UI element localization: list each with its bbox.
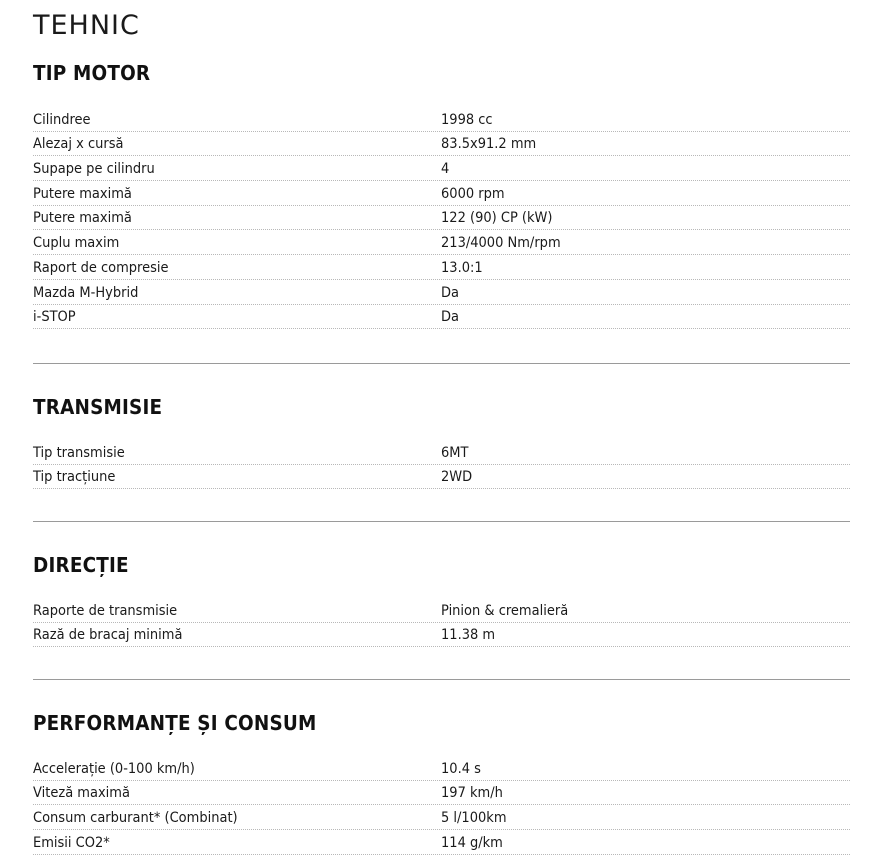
spec-label: i-STOP xyxy=(33,309,76,326)
spec-value: Da xyxy=(441,309,460,326)
spec-table-tip-motor xyxy=(33,107,850,329)
table-row xyxy=(33,305,850,330)
spec-value: Pinion & cremalieră xyxy=(441,602,569,619)
table-row xyxy=(33,465,850,490)
spec-value: 1998 cc xyxy=(441,111,493,128)
spec-value: 213/4000 Nm/rpm xyxy=(441,235,561,252)
section-title: PERFORMANȚE ȘI CONSUM xyxy=(33,711,317,735)
spec-value: 6MT xyxy=(441,444,469,461)
section-title: TRANSMISIE xyxy=(33,395,163,419)
section-divider xyxy=(33,363,850,364)
spec-table-directie xyxy=(33,598,850,647)
table-row xyxy=(33,280,850,305)
spec-value: 5 l/100km xyxy=(441,810,507,827)
table-row xyxy=(33,132,850,157)
table-row xyxy=(33,230,850,255)
spec-label: Tip transmisie xyxy=(33,444,125,461)
spec-value: 122 (90) CP (kW) xyxy=(441,210,553,227)
section-transmisie xyxy=(33,394,850,420)
section-tip-motor xyxy=(33,60,850,86)
spec-value: 197 km/h xyxy=(441,785,503,802)
table-row xyxy=(33,181,850,206)
spec-label: Mazda M-Hybrid xyxy=(33,284,139,301)
section-title: DIRECȚIE xyxy=(33,553,129,577)
table-row xyxy=(33,623,850,648)
spec-label: Viteză maximă xyxy=(33,785,130,802)
spec-label: Supape pe cilindru xyxy=(33,161,155,178)
spec-value: 2WD xyxy=(441,469,473,486)
spec-value: 6000 rpm xyxy=(441,185,505,202)
table-row xyxy=(33,805,850,830)
spec-label: Raporte de transmisie xyxy=(33,602,178,619)
spec-label: Alezaj x cursă xyxy=(33,136,124,153)
spec-label: Putere maximă xyxy=(33,185,132,202)
spec-table-performante xyxy=(33,756,850,855)
spec-value: 10.4 s xyxy=(441,760,481,777)
spec-value: 11.38 m xyxy=(441,627,496,644)
spec-value: 13.0:1 xyxy=(441,259,483,276)
spec-label: Emisii CO2* xyxy=(33,834,110,851)
spec-value: Da xyxy=(441,284,460,301)
spec-value: 114 g/km xyxy=(441,834,503,851)
table-row xyxy=(33,598,850,623)
spec-value: 83.5x91.2 mm xyxy=(441,136,537,153)
table-row xyxy=(33,830,850,855)
table-row xyxy=(33,206,850,231)
table-row xyxy=(33,156,850,181)
spec-label: Putere maximă xyxy=(33,210,132,227)
table-row xyxy=(33,781,850,806)
spec-label: Tip tracțiune xyxy=(33,469,116,486)
spec-label: Raport de compresie xyxy=(33,259,169,276)
section-performante xyxy=(33,710,850,736)
table-row xyxy=(33,255,850,280)
spec-label: Cuplu maxim xyxy=(33,235,120,252)
spec-value: 4 xyxy=(441,161,450,178)
section-divider xyxy=(33,521,850,522)
section-divider xyxy=(33,679,850,680)
table-row xyxy=(33,440,850,465)
spec-label: Accelerație (0-100 km/h) xyxy=(33,760,195,777)
spec-table-transmisie xyxy=(33,440,850,489)
table-row xyxy=(33,107,850,132)
table-row xyxy=(33,756,850,781)
spec-label: Consum carburant* (Combinat) xyxy=(33,810,238,827)
spec-label: Rază de bracaj minimă xyxy=(33,627,183,644)
section-directie xyxy=(33,552,850,578)
section-title: TIP MOTOR xyxy=(33,61,151,85)
page-title: TEHNIC xyxy=(33,10,140,41)
spec-label: Cilindree xyxy=(33,111,91,128)
